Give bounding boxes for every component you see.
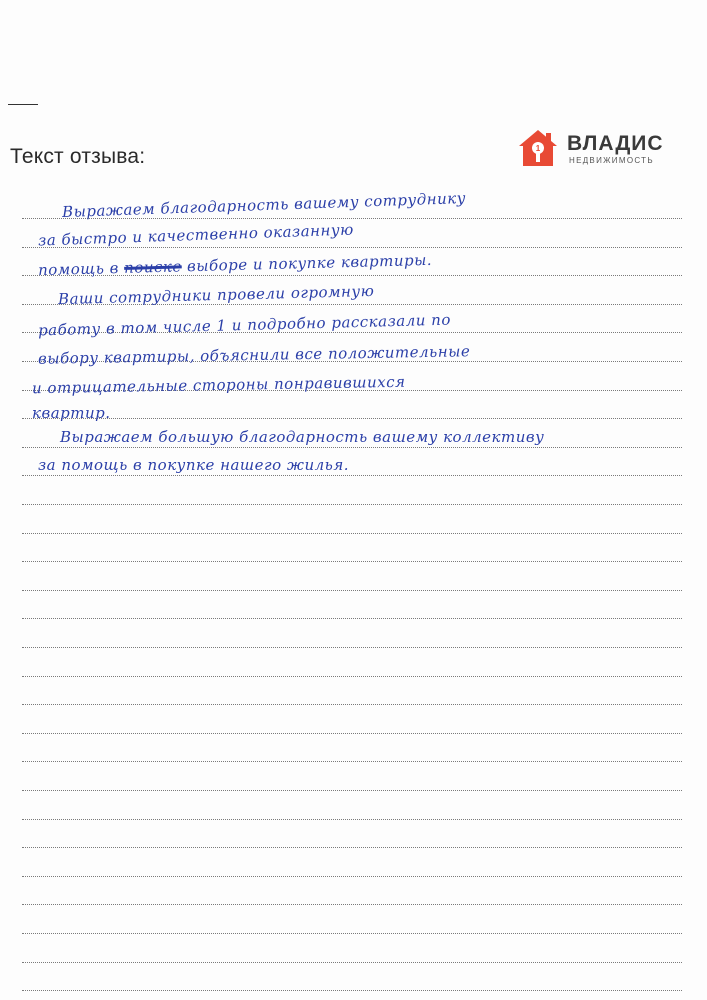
review-line: выбору квартиры, объяснили все положительные — [37, 342, 471, 368]
review-line: и отрицательные стороны понравившихся — [31, 372, 406, 398]
review-line: Выражаем большую благодарность вашему коллективу — [60, 428, 545, 446]
review-text: помощь в — [37, 259, 120, 280]
review-text: выборе и покупке квартиры. — [186, 250, 433, 276]
review-line: Ваши сотрудники провели огромную — [57, 281, 375, 309]
logo-subtitle: НЕДВИЖИМОСТЬ — [569, 156, 654, 165]
struck-word: поиске — [123, 257, 182, 277]
review-line: за быстро и качественно оказанную — [37, 220, 355, 250]
logo-name: ВЛАДИС — [567, 132, 664, 155]
svg-text:1: 1 — [535, 144, 541, 153]
review-line: за помощь в покупке нашего жилья. — [38, 456, 350, 474]
review-line: квартир. — [32, 404, 111, 422]
review-line: работу в том числе 1 и подробно рассказали по — [37, 310, 452, 340]
review-line — [38, 251, 432, 279]
form-title: Текст отзыва: — [10, 145, 146, 168]
review-line: Выражаем благодарность вашему сотруднику — [61, 188, 467, 222]
